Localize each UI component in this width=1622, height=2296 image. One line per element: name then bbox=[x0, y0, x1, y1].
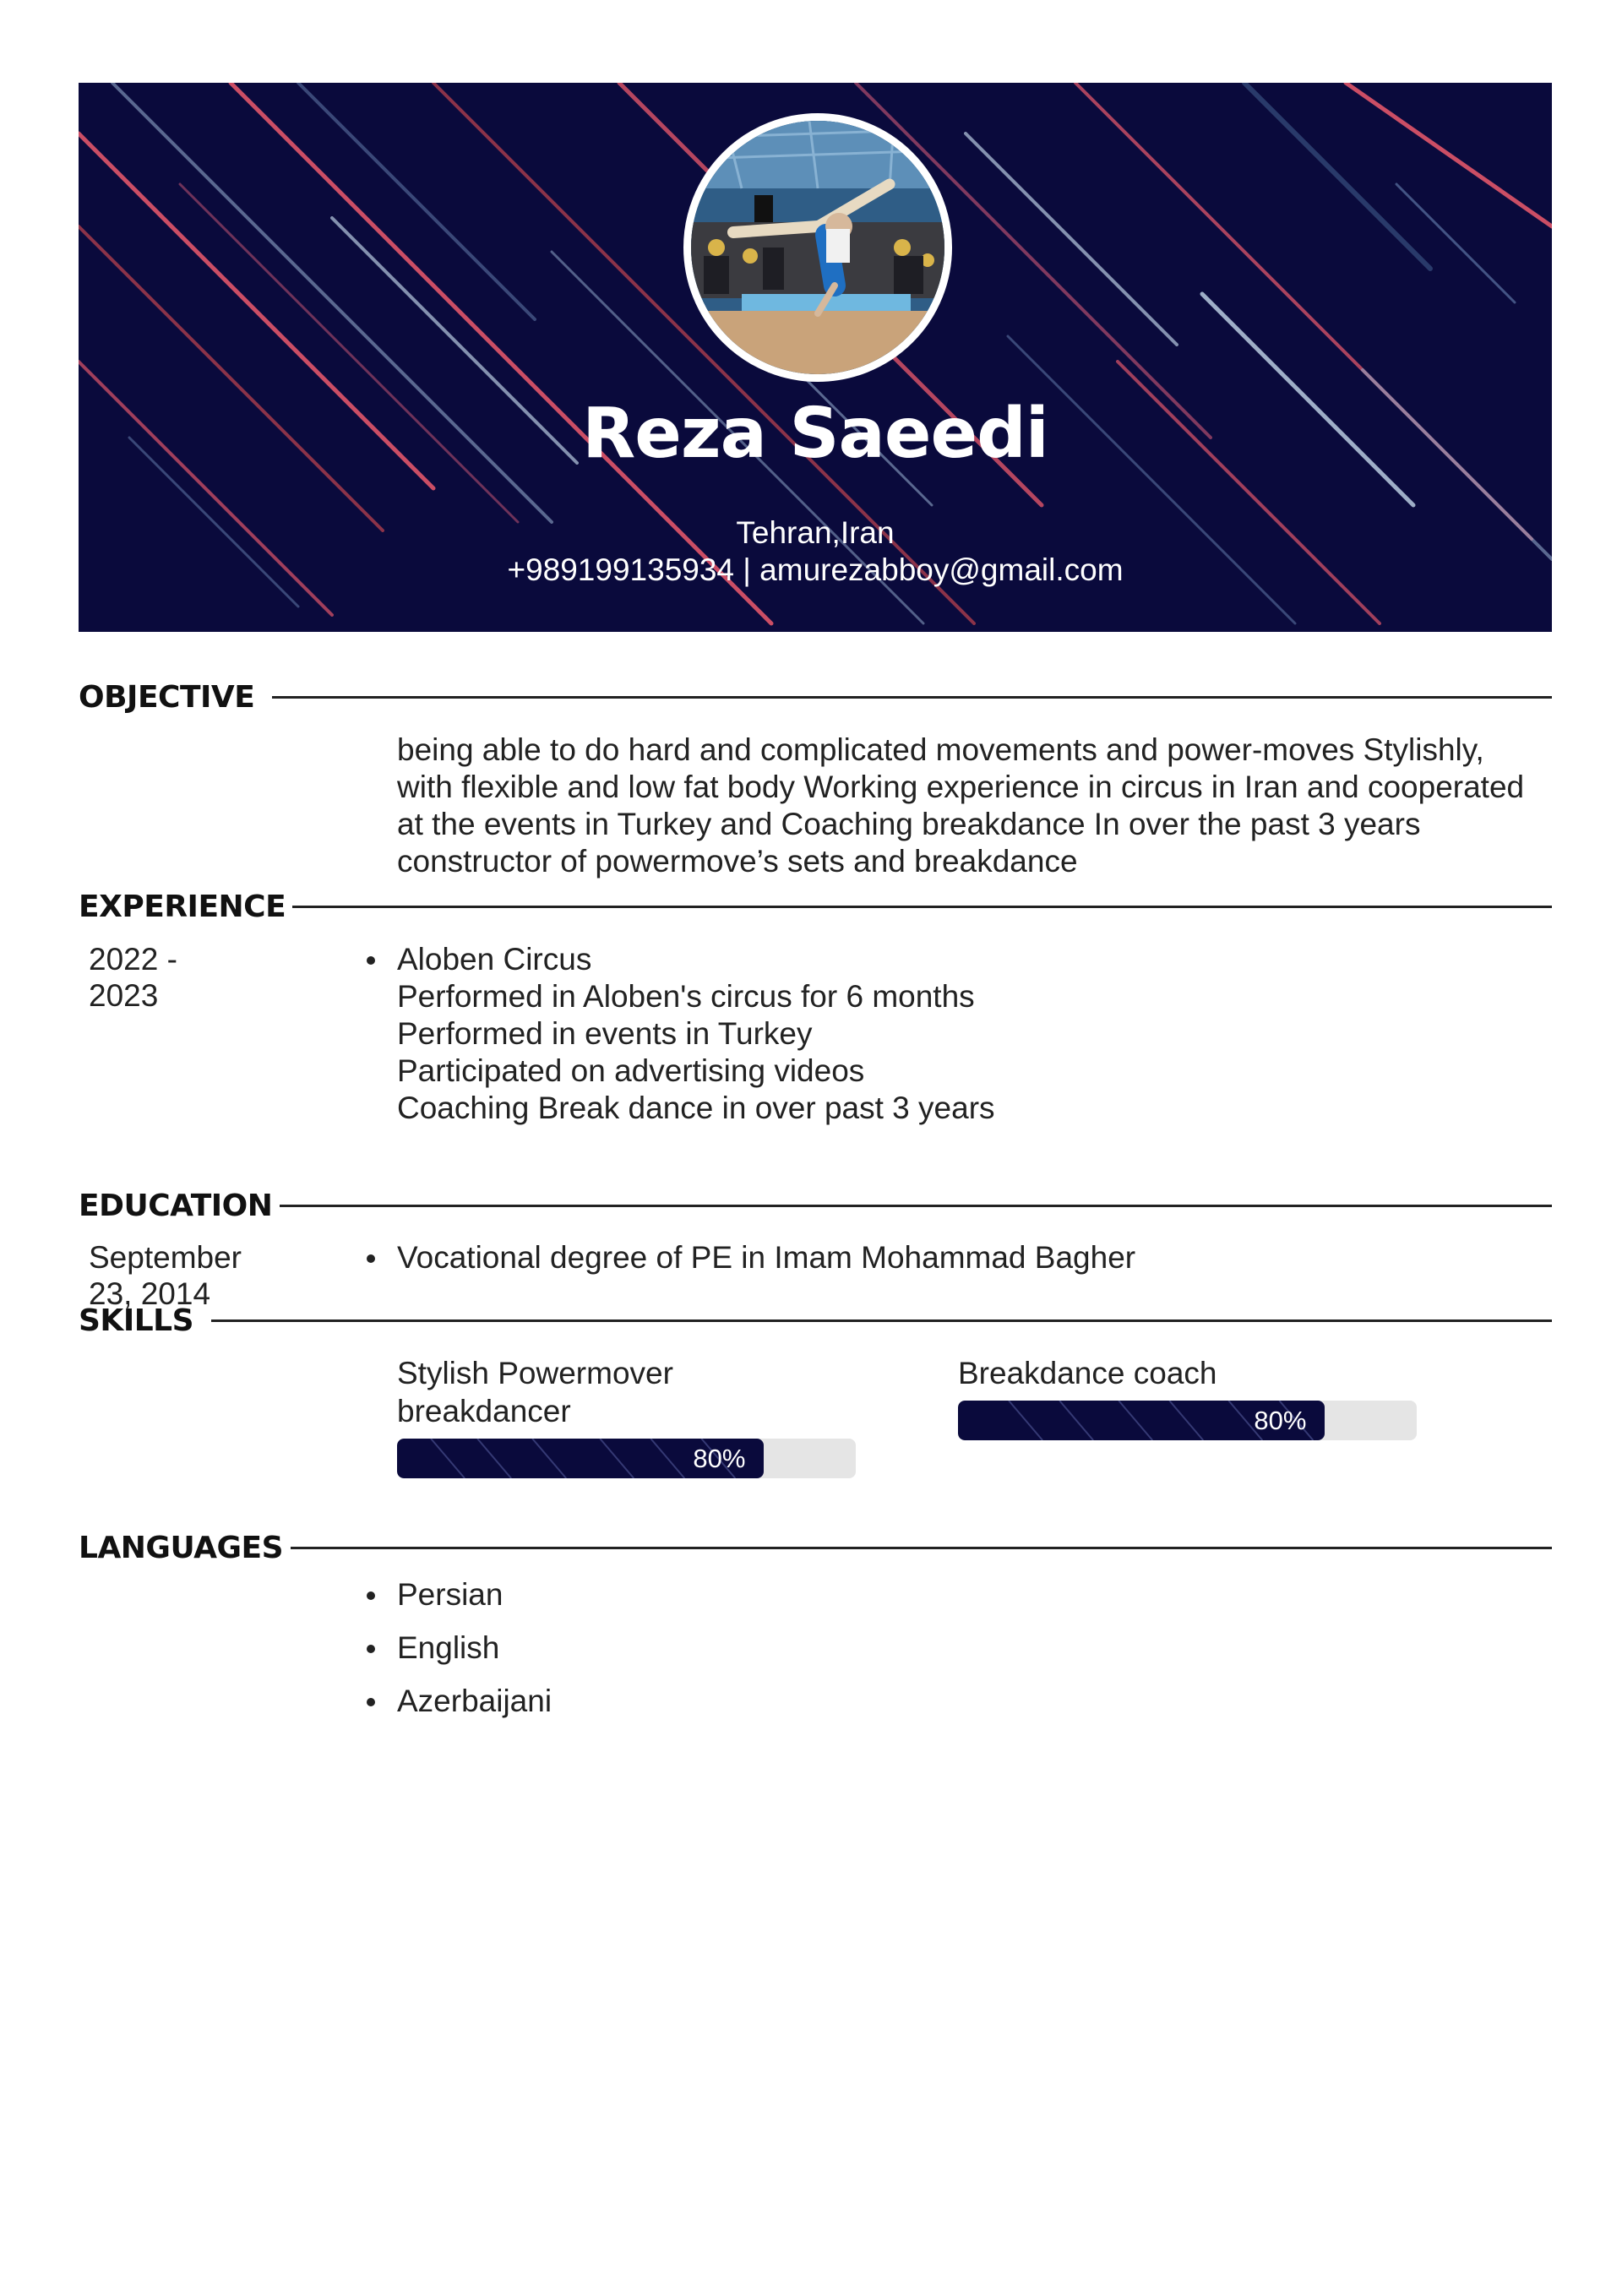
profile-photo bbox=[683, 113, 952, 382]
section-title: OBJECTIVE bbox=[79, 679, 255, 715]
bullet-icon bbox=[367, 1698, 375, 1706]
candidate-name: Reza Saeedi bbox=[582, 394, 1048, 474]
list-item bbox=[397, 1239, 1135, 1276]
skill-percent-label: 80% bbox=[693, 1444, 746, 1473]
bullet-icon bbox=[367, 1591, 375, 1600]
objective-line: at the events in Turkey and Coaching breakdance In over the past 3 years bbox=[397, 807, 1421, 841]
skill-item bbox=[958, 1354, 1417, 1440]
skills-section-heading bbox=[79, 1301, 193, 1340]
education-list bbox=[397, 1239, 1135, 1276]
list-item bbox=[397, 1576, 552, 1630]
section-title: EXPERIENCE bbox=[79, 889, 286, 924]
date-line: 2022 - bbox=[89, 942, 177, 977]
experience-list bbox=[397, 941, 995, 1127]
bullet-icon bbox=[367, 1254, 375, 1263]
section-divider bbox=[280, 1205, 1552, 1207]
list-item bbox=[397, 1683, 552, 1736]
skill-progress-track bbox=[958, 1401, 1417, 1440]
section-divider bbox=[291, 1547, 1552, 1549]
section-divider bbox=[292, 906, 1552, 908]
objective-section-heading bbox=[79, 677, 254, 716]
date-line: 2023 bbox=[89, 978, 159, 1013]
experience-dates bbox=[89, 941, 177, 1014]
candidate-location: Tehran,Iran bbox=[736, 515, 895, 550]
list-item bbox=[397, 941, 995, 978]
section-divider bbox=[211, 1319, 1552, 1322]
experience-company: Aloben Circus bbox=[397, 942, 592, 977]
skill-item bbox=[397, 1354, 856, 1478]
skill-label-line: Stylish Powermover bbox=[397, 1356, 673, 1390]
experience-detail: Participated on advertising videos bbox=[397, 1053, 865, 1088]
list-item bbox=[397, 1630, 552, 1683]
skill-progress-fill bbox=[958, 1401, 1325, 1440]
language-name: English bbox=[397, 1630, 500, 1665]
education-degree: Vocational degree of PE in Imam Mohammad Bagher bbox=[397, 1240, 1136, 1275]
section-title: LANGUAGES bbox=[79, 1530, 284, 1565]
bullet-icon bbox=[367, 956, 375, 965]
education-section-heading bbox=[79, 1186, 272, 1225]
date-line: September bbox=[89, 1240, 242, 1275]
skill-progress-track bbox=[397, 1439, 856, 1478]
skill-label bbox=[397, 1354, 856, 1430]
skill-percent-label: 80% bbox=[1254, 1406, 1307, 1435]
objective-text bbox=[397, 732, 1524, 880]
objective-line: constructor of powermove’s sets and breakdance bbox=[397, 844, 1078, 879]
skill-progress-fill bbox=[397, 1439, 764, 1478]
objective-line: with flexible and low fat body Working experience in circus in Iran and cooperated bbox=[397, 770, 1525, 804]
experience-detail: Coaching Break dance in over past 3 years bbox=[397, 1091, 995, 1125]
date-line: 23, 2014 bbox=[89, 1276, 211, 1311]
experience-detail: Performed in Aloben's circus for 6 months bbox=[397, 979, 975, 1014]
candidate-contact: +989199135934 | amurezabboy@gmail.com bbox=[507, 552, 1124, 587]
languages-list bbox=[397, 1576, 552, 1736]
skill-label bbox=[958, 1354, 1417, 1392]
language-name: Persian bbox=[397, 1577, 503, 1612]
section-title: SKILLS bbox=[79, 1303, 194, 1338]
skill-label-line: breakdancer bbox=[397, 1394, 571, 1428]
section-divider bbox=[272, 696, 1552, 699]
resume-header bbox=[79, 83, 1552, 632]
experience-detail: Performed in events in Turkey bbox=[397, 1016, 813, 1051]
bullet-icon bbox=[367, 1645, 375, 1653]
experience-section-heading bbox=[79, 887, 286, 926]
section-title: EDUCATION bbox=[79, 1188, 273, 1223]
objective-line: being able to do hard and complicated movements and power-moves Stylishly, bbox=[397, 732, 1484, 767]
languages-section-heading bbox=[79, 1528, 283, 1567]
skill-label-line: Breakdance coach bbox=[958, 1356, 1217, 1390]
language-name: Azerbaijani bbox=[397, 1684, 552, 1718]
